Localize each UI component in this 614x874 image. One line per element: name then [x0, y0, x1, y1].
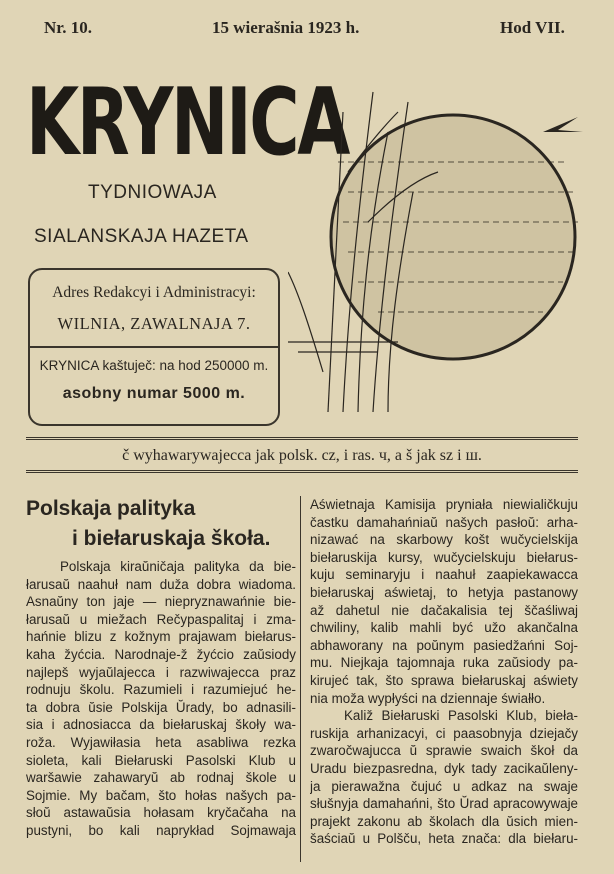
issue-date: 15 wierašnia 1923 h. [212, 18, 360, 37]
article-text-line: ta dobra ŭsie Polskija Ŭrady, bo adnasili- [26, 699, 296, 715]
article-text-line: najlepš wyjaŭlajecca i razwiwajecca praz [26, 664, 296, 680]
article-text-line: šaściaŭ u Polšču, heta znača: dla biełaru- [310, 831, 578, 847]
article-text-line: nizawać na skarbowy košt wučycielskija [310, 532, 578, 548]
reeds-lake-illustration [288, 72, 588, 417]
article-text-line: častku damahańniaŭ našych pasłoŭ: arha- [310, 514, 578, 530]
article-text-line: mu. Niejkaja tajomnaja ruka zaŭsiody pa- [310, 655, 578, 671]
article-text-line: ja pierawažna čujuć u adkaz na swaje [310, 778, 578, 794]
article-text-line: słoŭ astawaŭsia hołasam kryčačaha na [26, 805, 296, 821]
article-text-line: ruskija arhanizacyi, ci paasobnyja dziejačy [310, 725, 578, 741]
article-text-line: kaha žyćcia. Narodnaje-ž žyćcio zaŭsiody [26, 646, 296, 662]
article-text-line: roža. Wyjawiłasia heta asabliwa rezka [26, 734, 296, 750]
masthead-subtitle-newspaper: SIALANSKAJA HAZETA [34, 226, 249, 247]
article-column-1 [26, 558, 296, 840]
article-text-line: nia moža wypłyści na dziennaje świałło. [310, 690, 546, 706]
article-text-line: Uradu biezpasredna, dyk tady zacikaŭleny- [310, 760, 578, 776]
article-text-line: sia i adnosiacca da biełaruskaj škoły wa- [26, 717, 296, 733]
single-issue-price: asobny numar 5000 m. [62, 385, 246, 402]
article-text-line: hańnie blizu z kožnym prajawam biełarus- [26, 629, 296, 645]
pronunciation-note: č wyhawarywajecca jak polsk. cz, i ras. ч, a š jak sz i ш. [122, 447, 482, 464]
article-text-line: łarusaŭ naahuł nam duža dobra wiadoma. [26, 576, 296, 592]
subscription-price: KRYNICA kaštuječ: na hod 250000 m. [39, 358, 269, 373]
article-text-line: rodnuju školu. Razumieli i razumiejuć he- [26, 682, 296, 698]
article-text-line: kuju seminaryju i naahuł zaapiekawacca [310, 567, 578, 583]
article-text-line: sioleta, kali Biełaruski Pasolski Klub u [26, 752, 296, 768]
headline-line-2: i biełaruskaja škoła. [72, 527, 271, 550]
article-headline [26, 494, 296, 554]
article-text-line: až dahetul nie dačakalisia tej ščaśliwaj [310, 602, 578, 618]
article-text-line: pustyni, bo kali naprykład Sojmawaja [26, 822, 296, 838]
issue-number: Nr. 10. [44, 18, 93, 37]
article-text-line: waršawie zahawaryŭ ab rodnaj škole u [26, 770, 296, 786]
divider-bottom [26, 470, 578, 473]
headline-line-1: Polskaja palityka [26, 497, 196, 520]
article-text-line: biełaruskija kursy, wučycielskuju biełarus- [310, 549, 578, 565]
address: WILNIA, ZAWALNAJA 7. [57, 314, 251, 333]
bird-icon [543, 117, 583, 132]
divider-top [26, 437, 578, 440]
subscription-info-box [28, 268, 280, 426]
article-text-line: Asnaŭny ton jaje — niepryznawańnie bie- [26, 594, 296, 610]
article-text-line: zwaročwajucca ŭ sprawie swaich škoł da [310, 743, 578, 759]
address-label: Adres Redakcyi i Administracyi: [52, 284, 256, 301]
column-divider [300, 496, 301, 862]
masthead-title: KRYNICA [26, 67, 349, 177]
article-column-2 [310, 496, 578, 848]
article-text-line: słušnyja damahańni, što Ŭrad apracowywaje [310, 796, 578, 812]
article-text-line: łarusaŭ u miežach Rečypaspalitaj i zma- [26, 611, 296, 627]
article-text-line: kirujeć tak, što sprawa biełaruskaj aświety [310, 672, 578, 688]
volume-number: Hod VII. [500, 18, 565, 37]
article-text-line: Aświetnaja Kamisija pryniała niewialičkuju [310, 497, 578, 512]
masthead-subtitle-weekly: TYDNIOWAJA [88, 182, 217, 203]
article-text-line: prajekt zakonu ab školach dla ŭsich mien- [310, 813, 578, 829]
article-text-line: Kaliž Biełaruski Pasolski Klub, bieła- [344, 708, 578, 724]
article-text-line: biełaruskaj aświetaj, to hetyja pastanowy [310, 584, 578, 600]
article-text-line: Polskaja kiraŭničaja palityka da bie- [60, 559, 296, 574]
article-text-line: abhaworany na poŭnym pasiedžańni Soj- [310, 637, 578, 653]
article-text-line: Sojmie. My bačam, što hołas našych pa- [26, 787, 296, 803]
article-text-line: chwiliny, kalib mahli być užo akančalna [310, 620, 578, 636]
